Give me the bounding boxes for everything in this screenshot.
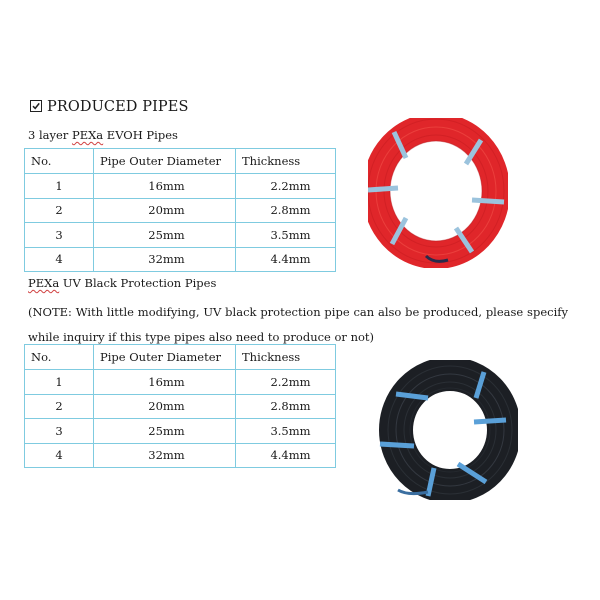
table-row [25, 223, 336, 248]
section-title: PRODUCED PIPES [47, 99, 189, 115]
black-pipe-coil-image [378, 360, 518, 500]
product2-spec-table [24, 344, 336, 468]
section-heading [30, 99, 188, 115]
table-row [25, 174, 336, 199]
cell-no: 4 [25, 247, 94, 272]
cell-diameter: 25mm [94, 223, 236, 248]
checked-box-icon [30, 100, 42, 112]
table-row [25, 247, 336, 272]
cell-thickness: 3.5mm [236, 419, 336, 444]
table-header-row [25, 149, 336, 174]
cell-no: 3 [25, 419, 94, 444]
cell-diameter: 32mm [94, 443, 236, 468]
cell-no: 1 [25, 370, 94, 395]
cell-diameter: 20mm [94, 198, 236, 223]
cell-diameter: 16mm [94, 370, 236, 395]
cell-diameter: 32mm [94, 247, 236, 272]
cell-thickness: 4.4mm [236, 247, 336, 272]
cell-thickness: 2.2mm [236, 174, 336, 199]
cell-diameter: 20mm [94, 394, 236, 419]
cell-thickness: 4.4mm [236, 443, 336, 468]
header-thickness: Thickness [236, 149, 336, 174]
header-thickness: Thickness [236, 345, 336, 370]
red-pipe-coil-image [368, 118, 508, 268]
cell-thickness: 2.8mm [236, 198, 336, 223]
cell-thickness: 3.5mm [236, 223, 336, 248]
product1-title-prefix: 3 layer [28, 128, 72, 142]
table-row [25, 443, 336, 468]
cell-no: 4 [25, 443, 94, 468]
product1-title-pexa: PEXa [71, 128, 104, 142]
table-row [25, 198, 336, 223]
header-diameter: Pipe Outer Diameter [94, 149, 236, 174]
header-no: No. [25, 345, 94, 370]
cell-no: 2 [25, 198, 94, 223]
product1-spec-table [24, 148, 336, 272]
cell-no: 3 [25, 223, 94, 248]
header-no: No. [25, 149, 94, 174]
table-row [25, 419, 336, 444]
cell-thickness: 2.2mm [236, 370, 336, 395]
cell-thickness: 2.8mm [236, 394, 336, 419]
product1-title [28, 128, 178, 142]
table-row [25, 394, 336, 419]
header-diameter: Pipe Outer Diameter [94, 345, 236, 370]
product2-note: (NOTE: With little modifying, UV black protection pipe can also be produced, please specify while inquiry if this type pipes also need to produce or not) [28, 305, 568, 344]
table-row [25, 370, 336, 395]
table-header-row [25, 345, 336, 370]
cell-diameter: 25mm [94, 419, 236, 444]
product2-title [28, 276, 216, 290]
cell-no: 2 [25, 394, 94, 419]
product1-title-suffix: EVOH Pipes [103, 128, 178, 142]
cell-no: 1 [25, 174, 94, 199]
cell-diameter: 16mm [94, 174, 236, 199]
product2-title-pexa: PEXa [28, 276, 60, 290]
product2-title-suffix: UV Black Protection Pipes [59, 276, 217, 290]
